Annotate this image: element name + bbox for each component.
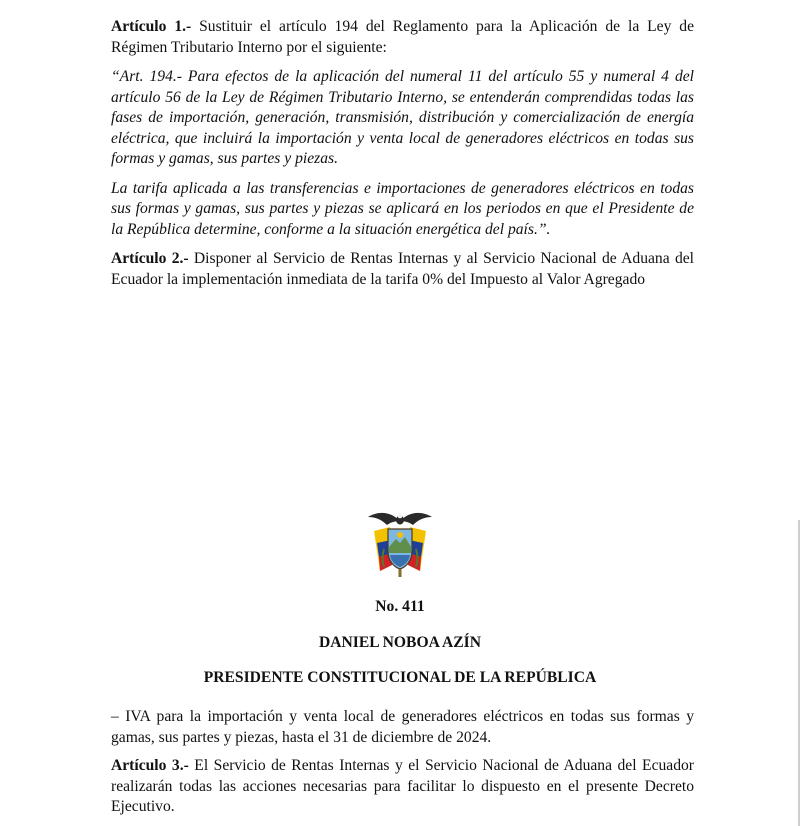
quoted-article-194-paragraph-1: “Art. 194.- Para efectos de la aplicación del numeral 11 del artículo 55 y numeral 4 del artículo 56 de la Ley de Régimen Tributario Interno, se entenderán comprendidas todas las fases de importación, generación, transmisión, distribución y comercialización de energía eléctrica, que incluirá la importación y venta local de generadores eléctricos en todas sus formas y gamas, sus partes y piezas. — [111, 68, 694, 167]
decree-page-upper — [111, 17, 694, 290]
ecuador-coat-of-arms-icon — [360, 507, 440, 579]
article-3 — [111, 756, 694, 818]
quoted-article-194-paragraph-2: La tarifa aplicada a las transferencias e importaciones de generadores eléctricos en todas sus formas y gamas, sus partes y piezas se aplicará en los periodos en que el Presidente de la República determine, conforme a la situación energética del país.”. — [111, 179, 694, 238]
article-2 — [111, 249, 694, 290]
decree-number: No. 411 — [375, 598, 425, 615]
article-1 — [111, 17, 694, 58]
article-2-continuation: – IVA para la importación y venta local de generadores eléctricos en todas sus formas y gamas, sus partes y piezas, hasta el 31 de diciembre de 2024. — [111, 708, 694, 746]
article-1-text: Sustituir el artículo 194 del Reglamento para la Aplicación de la Ley de Régimen Tributario Interno por el siguiente: — [111, 18, 694, 56]
article-2-text: Disponer al Servicio de Rentas Internas y al Servicio Nacional de Aduana del Ecuador la implementación inmediata de la tarifa 0% del Impuesto al Valor Agregado — [111, 250, 695, 288]
article-3-text: El Servicio de Rentas Internas y el Servicio Nacional de Aduana del Ecuador realizarán todas las acciones necesarias para facilitar lo dispuesto en el presente Decreto Ejecutivo. — [111, 757, 694, 815]
president-title: PRESIDENTE CONSTITUCIONAL DE LA REPÚBLICA — [203, 669, 597, 686]
decree-page-lower — [111, 707, 694, 818]
article-3-label: Artículo 3.- — [111, 757, 189, 774]
president-name: DANIEL NOBOA AZÍN — [318, 634, 482, 651]
article-1-label: Artículo 1.- — [111, 18, 192, 35]
article-2-label: Artículo 2.- — [111, 250, 189, 267]
